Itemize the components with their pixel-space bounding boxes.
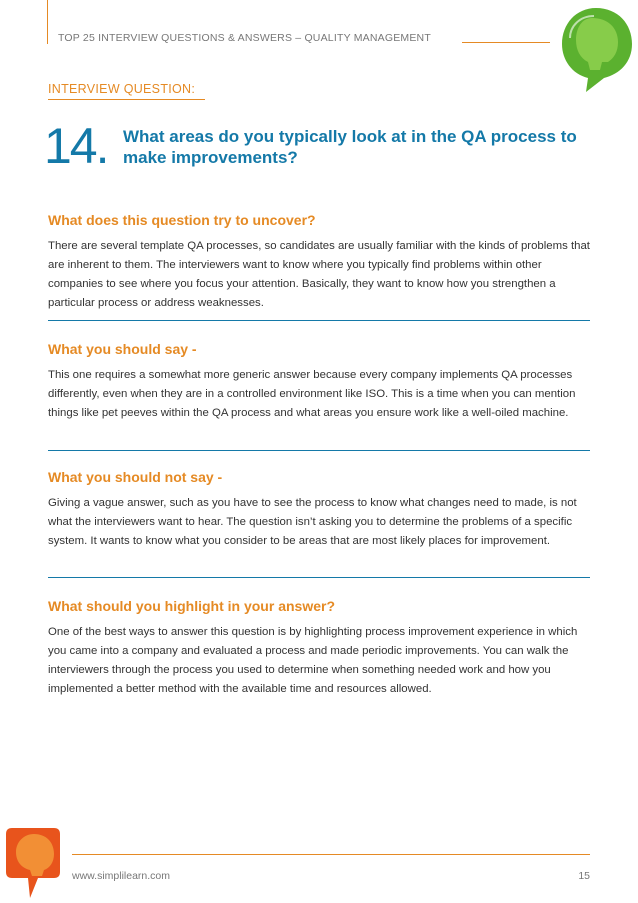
section-heading: What you should not say - [48,469,223,485]
section-highlight [48,597,593,699]
interview-question-rule [48,99,205,100]
page-number: 15 [578,870,590,882]
footer-rule [72,854,590,855]
question-number: 14. [44,118,108,174]
section-should-not-say [48,468,593,551]
header-left-rule [47,0,48,44]
section-body: This one requires a somewhat more generic answer because every company implements QA processes differently, even when they are in a controlled environment like ISO. This is a time when you can mention things like pet peeves within the QA process and what areas you ensure work like a well-oiled machine. [48,369,576,419]
section-should-say [48,340,593,423]
speech-bubble-head-icon [556,4,634,94]
interview-question-label: INTERVIEW QUESTION: [48,82,196,96]
section-heading: What does this question try to uncover? [48,212,316,228]
section-heading: What you should say - [48,341,197,357]
section-heading: What should you highlight in your answer? [48,598,335,614]
section-body: There are several template QA processes, so candidates are usually familiar with the kinds of problems that are inherent to them. The interviewers want to know where you typically find problems within other companies to see where you focus your attention. Basically, they want to know how you strengthen a particular process or address weaknesses. [48,240,590,309]
section-body: Giving a vague answer, such as you have to see the process to know what changes need to made, is not what the interviewers want to hear. The question isn’t asking you to determine the problems of a specific system. It wants to know what you consider to be areas that are most likely places for improvement. [48,497,577,547]
header-rule [462,42,550,43]
section-uncover [48,211,593,313]
section-divider [48,320,590,321]
section-body: One of the best ways to answer this question is by highlighting process improvement experience in which you came into a company and evaluated a process and made periodic improvements. You can walk the interviewers through the process you used to determine when something needed work and how you implemented a better method with the available time and resources allowed. [48,626,578,695]
section-divider [48,577,590,578]
header-title: TOP 25 INTERVIEW QUESTIONS & ANSWERS – QUALITY MANAGEMENT [58,32,431,44]
speech-bubble-head-icon [4,822,62,900]
question-text: What areas do you typically look at in the QA process to make improvements? [123,127,577,167]
footer-website-link[interactable]: www.simplilearn.com [72,870,171,882]
section-divider [48,450,590,451]
